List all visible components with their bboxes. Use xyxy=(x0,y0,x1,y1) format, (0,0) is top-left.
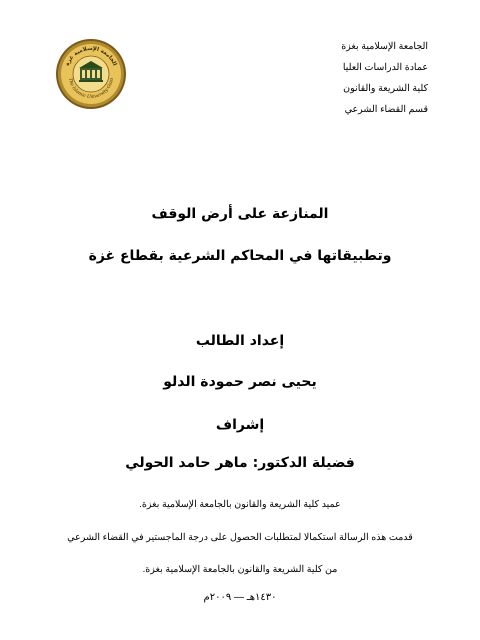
thesis-title-line-1: المنازعة على أرض الوقف xyxy=(151,206,329,222)
department-name: قسم القضاء الشرعي xyxy=(344,104,428,115)
supervision-label: إشراف xyxy=(215,417,265,433)
university-name: الجامعة الإسلامية بغزة xyxy=(341,41,428,52)
university-seal-logo xyxy=(55,38,127,110)
submission-statement-line-1: قدمت هذه الرسالة استكمالا لمتطلبات الحصول على درجة الماجستير في القضاء الشرعي xyxy=(67,532,413,543)
supervisor-name: فضيلة الدكتور: ماهر حامد الحولي xyxy=(125,455,355,471)
submission-date: ١٤٣٠هـ — ٢٠٠٩م xyxy=(203,592,277,603)
thesis-title-line-2: وتطبيقاتها في المحاكم الشرعية بقطاع غزة xyxy=(88,248,392,264)
student-name: يحيى نصر حمودة الدلو xyxy=(163,374,317,390)
prepared-by-label: إعداد الطالب xyxy=(195,333,285,349)
submission-statement-line-2: من كلية الشريعة والقانون بالجامعة الإسلامية بغزة. xyxy=(142,564,338,575)
seal-arabic-text: الجامعة الإسلامية غزة xyxy=(64,45,118,67)
seal-english-text: The Islamic University Gaza xyxy=(67,77,115,101)
university-header xyxy=(238,36,428,120)
faculty-name: كلية الشريعة والقانون xyxy=(343,83,428,94)
supervisor-title: عميد كلية الشريعة والقانون بالجامعة الإسلامية بغزة. xyxy=(139,499,341,510)
graduate-deanship: عمادة الدراسات العليا xyxy=(342,62,428,73)
